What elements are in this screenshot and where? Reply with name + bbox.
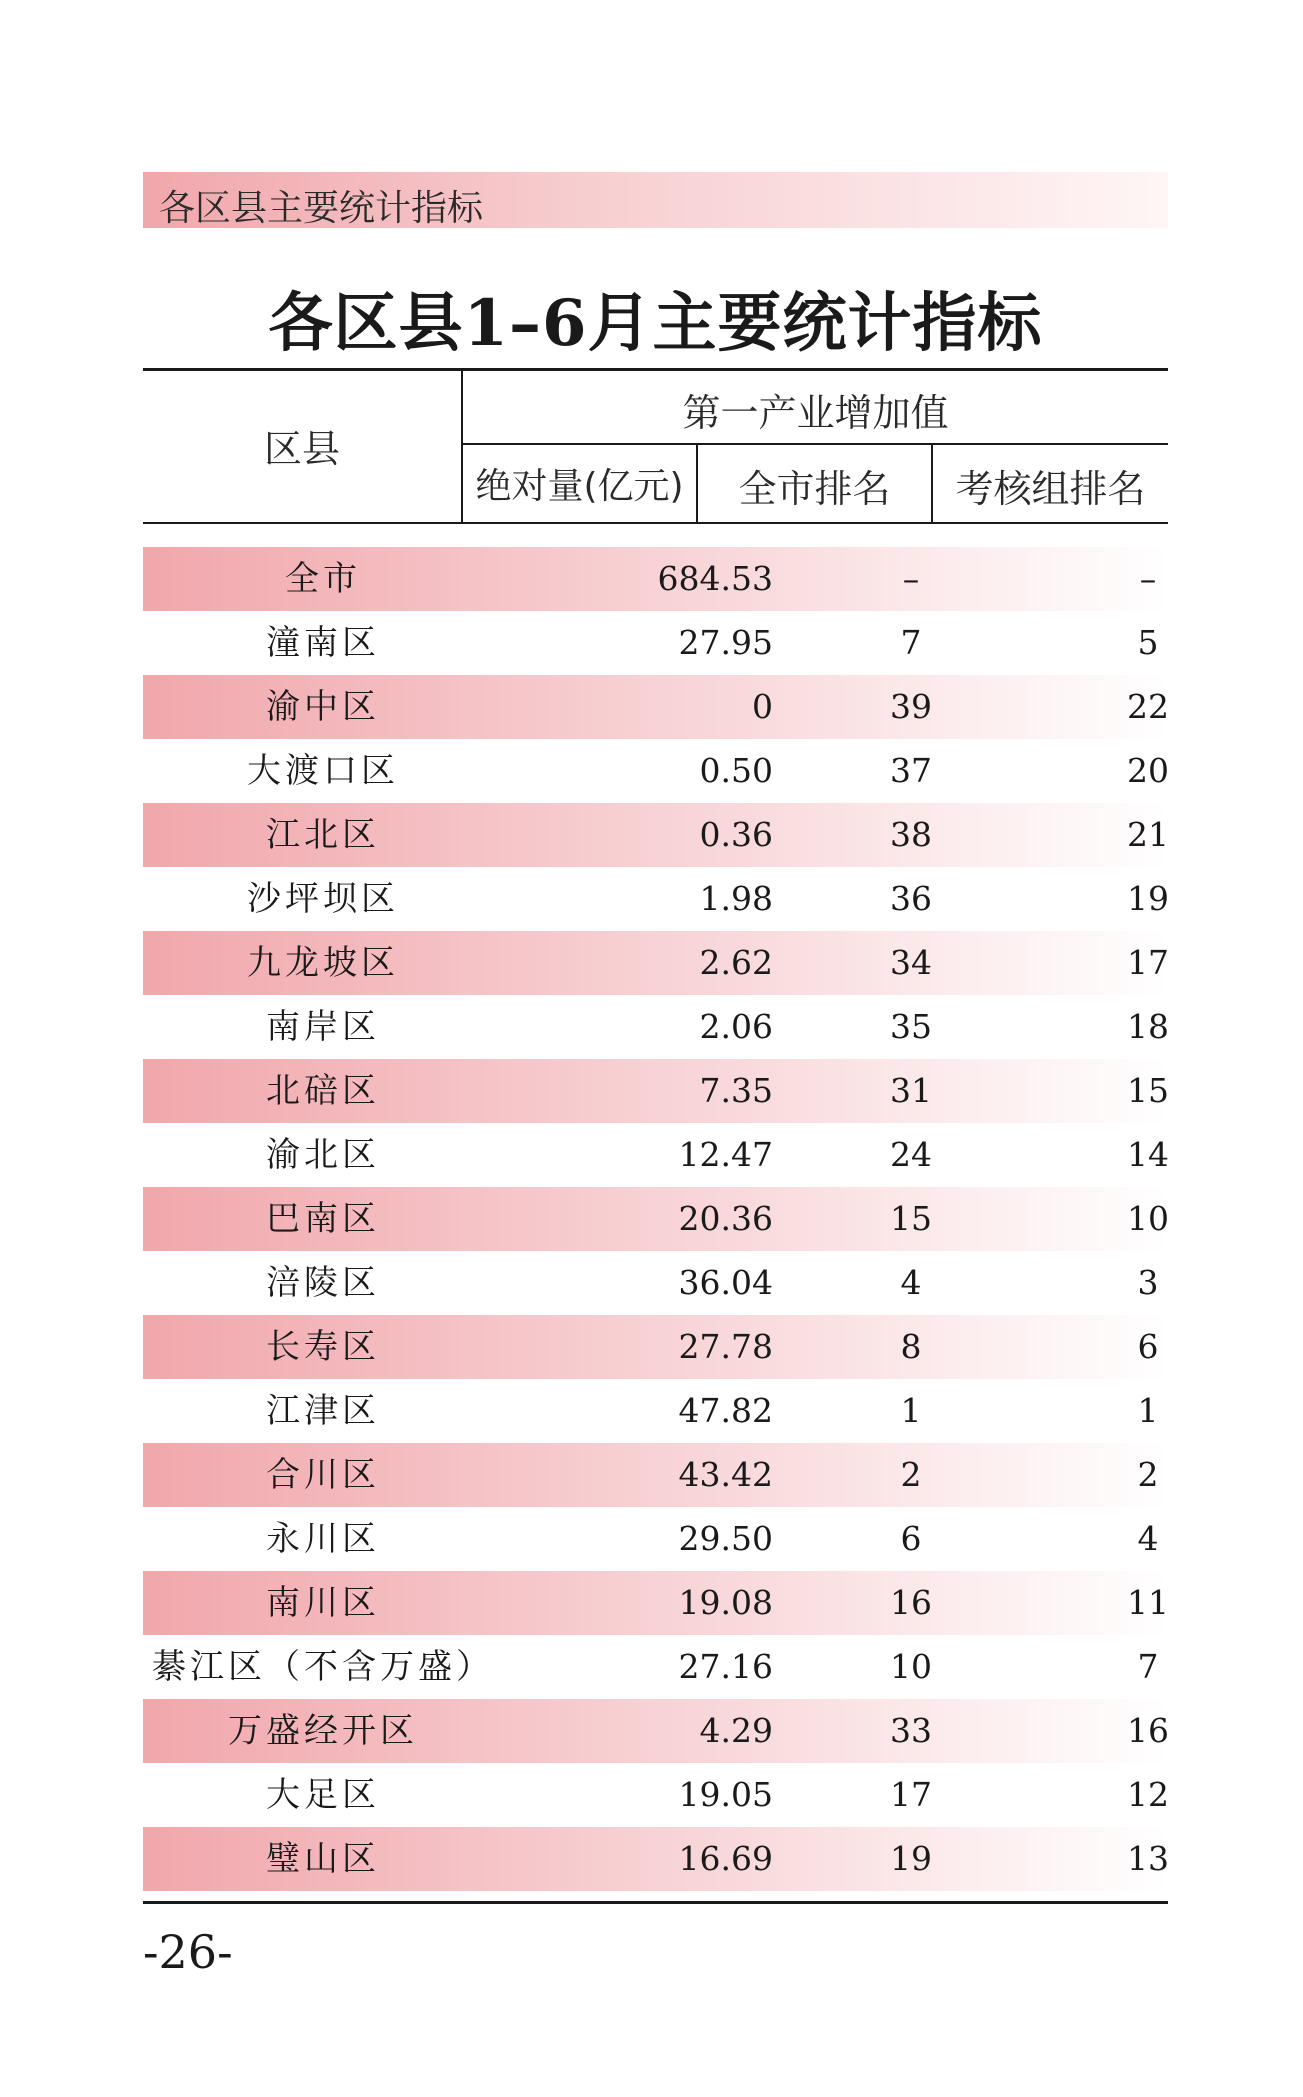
city-rank-cell: 37: [890, 751, 932, 790]
group-rank-cell: 11: [1127, 1583, 1169, 1622]
table-row: [143, 675, 1168, 739]
header-mid-rule: [462, 443, 1168, 445]
value-cell: 16.69: [678, 1839, 773, 1878]
table-row: [143, 867, 1168, 931]
city-rank-cell: 36: [890, 879, 932, 918]
city-rank-cell: 24: [890, 1135, 932, 1174]
district-name-cell: 璧山区: [266, 1839, 380, 1879]
value-cell: 2.62: [699, 943, 773, 982]
table-top-rule: [143, 368, 1168, 371]
table-row: [143, 739, 1168, 803]
city-rank-cell: 39: [890, 687, 932, 726]
column-header-group-rank: 考核组排名: [955, 467, 1146, 511]
city-rank-cell: 8: [900, 1327, 922, 1366]
table-row: [143, 1059, 1168, 1123]
group-rank-cell: 18: [1127, 1007, 1169, 1046]
district-name-cell: 渝中区: [266, 687, 380, 727]
district-name-cell: 大渡口区: [247, 751, 399, 791]
value-cell: 0.36: [699, 815, 773, 854]
table-row: [143, 1827, 1168, 1891]
table-bottom-rule: [143, 1901, 1168, 1904]
table-row: [143, 931, 1168, 995]
district-name-cell: 潼南区: [266, 623, 380, 663]
table-row: [143, 1635, 1168, 1699]
table-row: [143, 1315, 1168, 1379]
city-rank-cell: 10: [890, 1647, 932, 1686]
table-row: [143, 547, 1168, 611]
table-row: [143, 611, 1168, 675]
city-rank-cell: 6: [900, 1519, 922, 1558]
value-cell: 43.42: [678, 1455, 773, 1494]
group-rank-cell: 16: [1127, 1711, 1169, 1750]
city-rank-cell: –: [902, 559, 920, 598]
table-row: [143, 1763, 1168, 1827]
district-name-cell: 巴南区: [266, 1199, 380, 1239]
district-name-cell: 涪陵区: [266, 1263, 380, 1303]
value-cell: 2.06: [699, 1007, 773, 1046]
district-name-cell: 南岸区: [266, 1007, 380, 1047]
group-rank-cell: 1: [1137, 1391, 1159, 1430]
value-cell: 20.36: [678, 1199, 773, 1238]
group-rank-cell: 4: [1137, 1519, 1159, 1558]
district-name-cell: 全市: [285, 559, 361, 599]
district-name-cell: 北碚区: [266, 1071, 380, 1111]
district-name-cell: 綦江区（不含万盛）: [152, 1647, 494, 1687]
value-cell: 27.78: [678, 1327, 773, 1366]
district-name-cell: 长寿区: [266, 1327, 380, 1367]
table-row: [143, 1187, 1168, 1251]
header-bottom-rule: [143, 522, 1168, 524]
value-cell: 27.16: [678, 1647, 773, 1686]
group-rank-cell: 5: [1137, 623, 1159, 662]
group-rank-cell: 6: [1137, 1327, 1159, 1366]
value-cell: 0.50: [699, 751, 773, 790]
value-cell: 19.05: [678, 1775, 773, 1814]
page-number: -26-: [143, 1925, 233, 1979]
group-rank-cell: 2: [1137, 1455, 1159, 1494]
district-name-cell: 渝北区: [266, 1135, 380, 1175]
value-cell: 47.82: [678, 1391, 773, 1430]
city-rank-cell: 15: [890, 1199, 932, 1238]
city-rank-cell: 2: [900, 1455, 922, 1494]
value-cell: 1.98: [699, 879, 773, 918]
city-rank-cell: 1: [900, 1391, 922, 1430]
section-label: 各区县主要统计指标: [159, 188, 484, 229]
city-rank-cell: 33: [890, 1711, 932, 1750]
city-rank-cell: 38: [890, 815, 932, 854]
group-rank-cell: 20: [1127, 751, 1169, 790]
table-row: [143, 1699, 1168, 1763]
group-header: 第一产业增加值: [682, 391, 949, 435]
district-name-cell: 江北区: [266, 815, 380, 855]
district-name-cell: 永川区: [266, 1519, 380, 1559]
city-rank-cell: 16: [890, 1583, 932, 1622]
table-row: [143, 1507, 1168, 1571]
group-rank-cell: 15: [1127, 1071, 1169, 1110]
group-rank-cell: 13: [1127, 1839, 1169, 1878]
city-rank-cell: 4: [900, 1263, 922, 1302]
city-rank-cell: 31: [890, 1071, 932, 1110]
table-row: [143, 1379, 1168, 1443]
group-rank-cell: 22: [1127, 687, 1169, 726]
table-row: [143, 803, 1168, 867]
district-name-cell: 大足区: [266, 1775, 380, 1815]
group-rank-cell: 17: [1127, 943, 1169, 982]
section-banner: [143, 172, 1168, 228]
group-rank-cell: 12: [1127, 1775, 1169, 1814]
table-row: [143, 1251, 1168, 1315]
district-name-cell: 江津区: [266, 1391, 380, 1431]
city-rank-cell: 19: [890, 1839, 932, 1878]
group-rank-cell: 21: [1127, 815, 1169, 854]
value-cell: 0: [752, 687, 773, 726]
district-name-cell: 九龙坡区: [247, 943, 399, 983]
group-rank-cell: 19: [1127, 879, 1169, 918]
value-cell: 7.35: [699, 1071, 773, 1110]
column-header-value: 绝对量(亿元): [475, 466, 684, 507]
table-row: [143, 1123, 1168, 1187]
table-row: [143, 1571, 1168, 1635]
value-cell: 29.50: [678, 1519, 773, 1558]
value-cell: 4.29: [699, 1711, 773, 1750]
group-rank-cell: –: [1139, 559, 1157, 598]
value-cell: 19.08: [678, 1583, 773, 1622]
district-name-cell: 沙坪坝区: [247, 879, 399, 919]
page-title: 各区县1–6月主要统计指标: [268, 286, 1043, 361]
value-cell: 684.53: [657, 559, 773, 598]
table-row: [143, 995, 1168, 1059]
group-rank-cell: 3: [1137, 1263, 1159, 1302]
table-body: [143, 547, 1168, 1891]
value-cell: 36.04: [678, 1263, 773, 1302]
district-name-cell: 合川区: [266, 1455, 380, 1495]
column-header-district: 区县: [263, 427, 340, 471]
district-name-cell: 南川区: [266, 1583, 380, 1623]
group-rank-cell: 7: [1137, 1647, 1159, 1686]
value-cell: 12.47: [678, 1135, 773, 1174]
city-rank-cell: 7: [900, 623, 922, 662]
city-rank-cell: 34: [890, 943, 932, 982]
city-rank-cell: 17: [890, 1775, 932, 1814]
table-row: [143, 1443, 1168, 1507]
group-rank-cell: 10: [1127, 1199, 1169, 1238]
value-cell: 27.95: [678, 623, 773, 662]
column-header-city-rank: 全市排名: [738, 467, 891, 511]
group-rank-cell: 14: [1127, 1135, 1169, 1174]
district-name-cell: 万盛经开区: [228, 1711, 418, 1751]
city-rank-cell: 35: [890, 1007, 932, 1046]
